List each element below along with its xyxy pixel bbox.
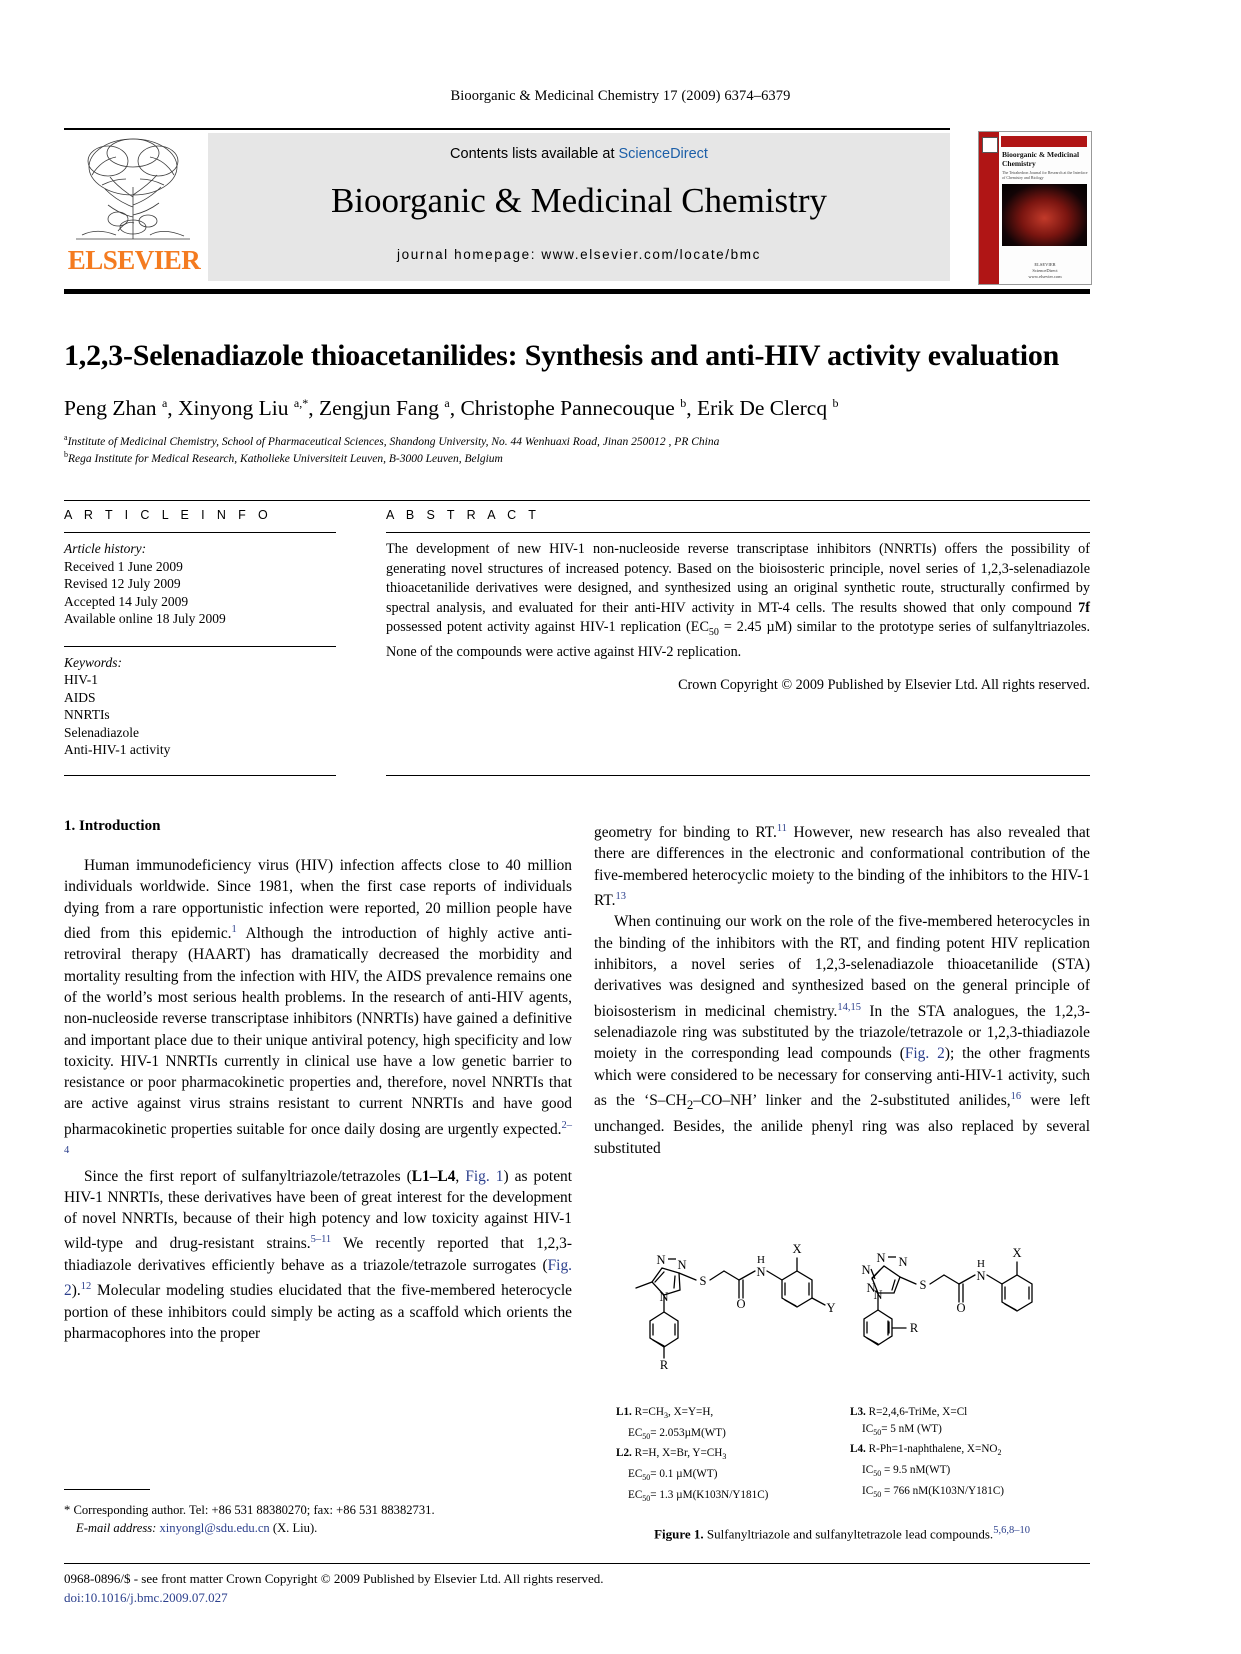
- atom-label-N: N: [898, 1255, 908, 1269]
- paragraph: geometry for binding to RT.$^{11}$ However, new research has also revealed that there are differences in the electronic and conformational contribution of the five-membered heterocyclic moiety to the binding of the inhibitors to the HIV-1 RT.$^{13}$: [594, 823, 1090, 910]
- legend-column-right: [850, 1404, 1062, 1508]
- page-title: 1,2,3-Selenadiazole thioacetanilides: Synthesis and anti-HIV activity evaluation: [64, 339, 1060, 372]
- masthead-bottom-rule: [64, 289, 1090, 294]
- affiliation-b: $^b$Rega Institute for Medical Research, Katholieke Universiteit Leuven, B-3000 Leuven, Belgium: [64, 450, 503, 465]
- atom-label-O: O: [956, 1301, 966, 1315]
- author-list: Peng Zhan $^a$, Xinyong Liu $^{a,*}$, Zengjun Fang $^a$, Christophe Pannecouque $^b$, Erik De Clercq $^b$: [64, 396, 839, 421]
- atom-label-H: H: [757, 1254, 765, 1266]
- history-item: Available online 18 July 2009: [64, 611, 226, 626]
- keyword-item: Anti-HIV-1 activity: [64, 742, 171, 757]
- atom-label-X: X: [792, 1242, 802, 1256]
- running-head: Bioorganic & Medicinal Chemistry 17 (2009) 6374–6379: [450, 88, 791, 104]
- figure-caption-label: Figure 1.: [654, 1526, 704, 1541]
- history-item: Accepted 14 July 2009: [64, 593, 189, 609]
- figure-caption: [594, 1522, 1090, 1542]
- legend-line: $EC_{50}= 0.1$ µM(WT): [628, 1468, 718, 1483]
- atom-label-S: S: [699, 1274, 707, 1288]
- email-label: E-mail address:: [76, 1520, 157, 1535]
- affiliation-a-text: Institute of Medicinal Chemistry, School of Pharmaceutical Sciences, Shandong University, No. 44 Wenhuaxi Road, Jinan 250012 , PR China: [67, 435, 720, 448]
- keyword-item: AIDS: [64, 689, 96, 705]
- atom-label-R: R: [659, 1358, 669, 1372]
- elsevier-wordmark: ELSEVIER: [67, 245, 201, 275]
- cover-title: Bioorganic & Medicinal Chemistry: [1002, 150, 1080, 168]
- contents-prefix: Contents lists available at: [450, 146, 619, 162]
- sciencedirect-link[interactable]: ScienceDirect: [618, 146, 708, 162]
- footnote-line-contact: * Corresponding author. Tel: +86 531 88380270; fax: +86 531 88382731.: [64, 1503, 435, 1517]
- legend-line: $EC_{50}= 1.3$ µM(K103N/Y181C): [628, 1488, 769, 1504]
- article-info-heading: A R T I C L E I N F O: [64, 508, 273, 522]
- footnote-line-email: [64, 1520, 572, 1538]
- atom-label-N: N: [861, 1263, 871, 1277]
- info-top-rule: [64, 500, 1090, 501]
- journal-band: [208, 133, 950, 281]
- atom-label-N: N: [976, 1269, 986, 1283]
- legend-line: [850, 1404, 1062, 1421]
- legend-line: [850, 1441, 1062, 1462]
- keywords-block: [64, 654, 336, 759]
- footnote-rule: [64, 1489, 150, 1490]
- legend-text: R-Ph=1-naphthalene, $X=NO_2$: [865, 1443, 1002, 1458]
- elsevier-tree-icon: [72, 135, 194, 245]
- figure-legend: [594, 1404, 1090, 1508]
- atom-label-R: R: [909, 1321, 919, 1335]
- email-link[interactable]: xinyongl@sdu.edu.cn: [156, 1520, 270, 1535]
- cover-top-bar: [1001, 136, 1087, 147]
- chemical-structures-figure: [622, 1222, 1062, 1402]
- cover-left-band: [979, 132, 999, 284]
- footer-rule: [64, 1563, 1090, 1564]
- doi-line[interactable]: doi:10.1016/j.bmc.2009.07.027: [64, 1590, 228, 1605]
- cover-artwork: [1002, 184, 1087, 246]
- history-item: Received 1 June 2009: [64, 558, 183, 574]
- abstract-copyright: Crown Copyright © 2009 Published by Elsevier Ltd. All rights reserved.: [678, 677, 1090, 694]
- legend-text: R=2,4,6-TriMe, X=Cl: [865, 1406, 968, 1418]
- atom-label-N: N: [656, 1253, 666, 1267]
- article-history: [64, 540, 336, 628]
- cover-footer-url: www.elsevier.com: [1028, 274, 1062, 279]
- legend-line: $IC_{50} = 9.5$ nM(WT): [862, 1463, 951, 1479]
- keyword-item: HIV-1: [64, 672, 99, 687]
- abstract-bottom-rule: [386, 775, 1090, 776]
- cover-corner-square-icon: [982, 137, 998, 153]
- abstract-rule: [386, 532, 1090, 533]
- abstract-text: The development of new HIV-1 non-nucleoside reverse transcriptase inhibitors (NNRTIs) offers the possibility of generating novel structures of increased potency. Based on the bioisosteric principle, novel series of 1,2,3-selenadiazole thioacetanilide derivatives were designed, and synthesized using an original synthetic route, structurally confirmed by spectral analysis, and evaluated for their anti-HIV activity in MT-4 cells. The results showed that only compound 7f possessed potent activity against HIV-1 replication ($EC_{50} = 2.45$ µM) similar to the prototype series of sulfanyltriazoles. None of the compounds were active against HIV-2 replication.: [386, 541, 1091, 660]
- legend-text: $R=CH_3$, X=Y=H,: [631, 1406, 714, 1421]
- info-bottom-rule: [64, 775, 336, 776]
- elsevier-logo: [64, 133, 204, 281]
- paragraph: When continuing our work on the role of the five-membered heterocycles in the binding of the inhibitors with the RT, and finding potent HIV replication inhibitors, a novel series of 1,2,3-selenadiazole thioacetanilide (STA) derivatives was designed and synthesized based on the general principle of bioisosterism in medicinal chemistry.$^{14,15}$ In the STA analogues, the 1,2,3-selenadiazole ring was substituted by the triazole/tetrazole or 1,2,3-thiadiazole moiety in the corresponding lead compounds (Fig. 2); the other fragments which were considered to be necessary for conserving anti-HIV-1 activity, such as the ‘$S-CH_2-CO-NH$’ linker and the 2-substituted anilides,$^{16}$ were left unchanged. Besides, the anilide phenyl ring was also replaced by several substituted: [594, 913, 1090, 1157]
- atom-label-N: N: [866, 1281, 876, 1295]
- body-column-left: [64, 818, 572, 1344]
- atom-label-N: N: [873, 1288, 883, 1302]
- cover-footer-platform: ScienceDirect: [1032, 268, 1058, 273]
- legend-line: [616, 1404, 828, 1425]
- journal-cover-thumbnail: [978, 131, 1092, 285]
- cover-footer: [1002, 262, 1088, 280]
- atom-label-Y: Y: [826, 1301, 836, 1315]
- keyword-item: NNRTIs: [64, 707, 110, 722]
- atom-label-N: N: [659, 1290, 669, 1304]
- affiliation-a: $^a$Institute of Medicinal Chemistry, School of Pharmaceutical Sciences, Shandong University, No. 44 Wenhuaxi Road, Jinan 250012 , PR China: [64, 433, 720, 448]
- contents-available-line: [208, 146, 950, 162]
- legend-column-left: [616, 1404, 828, 1508]
- paragraph: Since the first report of sulfanyltriazole/tetrazoles (L1–L4, Fig. 1) as potent HIV-1 NNRTIs, these derivatives have been of great interest for the development of novel NNRTIs, because of their high potency and low toxicity against HIV-1 wild-type and drug-resistant strains.$^{5-11}$ We recently reported that 1,2,3-thiadiazole derivatives efficiently behave as a triazole/tetrazole surrogates (Fig. 2).$^{12}$ Molecular modeling studies elucidated that the five-membered heterocycle portion of these inhibitors could simply be acting as a scaffold which orients the pharmacophores into the proper: [64, 1167, 573, 1342]
- abstract-heading: A B S T R A C T: [386, 508, 541, 522]
- article-history-label: Article history:: [64, 541, 147, 556]
- legend-line: $IC_{50}= 5$ nM (WT): [862, 1422, 942, 1437]
- issn-copyright-line: 0968-0896/$ - see front matter Crown Copyright © 2009 Published by Elsevier Ltd. All rights reserved.: [64, 1571, 604, 1586]
- email-suffix: (X. Liu).: [269, 1520, 318, 1535]
- atom-label-X: X: [1012, 1246, 1022, 1260]
- figure-caption-reference: 5,6,8–10: [993, 1524, 1030, 1536]
- abstract-block: [386, 508, 1090, 696]
- cover-subtitle: The Tetrahedron Journal for Research at the Interface of Chemistry and Biology: [1002, 170, 1088, 180]
- legend-label: L2.: [616, 1447, 632, 1460]
- paragraph: Human immunodeficiency virus (HIV) infection affects close to 40 million individuals worldwide. Since 1981, when the first case reports of individuals dying from a rare opportunistic infection were reported, 20 million people have died from this epidemic.$^1$ Although the introduction of highly active anti-retroviral therapy (HAART) has dramatically decreased the morbidity and mortality resulting from the infection with HIV, the AIDS prevalence remains one of the world’s most serious health problems. In the research of anti-HIV agents, non-nucleoside reverse transcriptase inhibitors (NNRTIs) have gained a definitive and important place due to their unique antiviral potency, high specificity and low toxicity. HIV-1 NNRTIs currently in clinical use have a low genetic barrier to resistance or poor pharmacokinetic properties and, therefore, novel NNRTIs that are active against virus strains resistant to current NNRTIs and have good pharmacokinetic properties suitable for once daily dosing are urgently expected.$^{2-4}$: [64, 857, 572, 1157]
- legend-label: L3.: [850, 1406, 866, 1418]
- legend-text: R=H, X=Br, $Y=CH_3$: [631, 1447, 727, 1462]
- legend-line: [616, 1445, 828, 1466]
- keywords-rule: [64, 646, 336, 647]
- atom-label-N: N: [876, 1251, 886, 1265]
- history-item: Revised 12 July 2009: [64, 576, 181, 591]
- corresponding-author-footnote: [64, 1502, 572, 1537]
- body-column-right: [594, 818, 1090, 1159]
- cover-footer-publisher: ELSEVIER: [1034, 262, 1056, 267]
- legend-line: $IC_{50} = 766$ nM(K103N/Y181C): [862, 1484, 1005, 1499]
- journal-homepage[interactable]: journal homepage: www.elsevier.com/locate/bmc: [397, 247, 761, 262]
- article-info-rule: [64, 532, 336, 533]
- atom-label-N: N: [756, 1265, 766, 1279]
- keyword-item: Selenadiazole: [64, 724, 139, 740]
- legend-label: L4.: [850, 1443, 866, 1456]
- keywords-label: Keywords:: [64, 654, 122, 670]
- atom-label-O: O: [736, 1297, 746, 1311]
- masthead-top-rule: [64, 128, 950, 130]
- figure-caption-text: Sulfanyltriazole and sulfanyltetrazole lead compounds.: [703, 1526, 994, 1541]
- atom-label-H: H: [977, 1258, 985, 1270]
- legend-line: $EC_{50}= 2.053\mu M(WT)$: [628, 1426, 726, 1441]
- info-spacer: [64, 628, 336, 646]
- figure-1: [594, 1222, 1090, 1542]
- journal-title: Bioorganic & Medicinal Chemistry: [330, 181, 828, 220]
- atom-label-N: N: [677, 1258, 687, 1272]
- legend-label: L1.: [616, 1406, 632, 1418]
- atom-label-S: S: [919, 1278, 927, 1292]
- article-info-block: [64, 508, 336, 759]
- journal-masthead: [64, 133, 950, 281]
- section-heading-introduction: 1. Introduction: [64, 818, 161, 834]
- affiliation-b-text: Rega Institute for Medical Research, Katholieke Universiteit Leuven, B-3000 Leuven, Belgium: [68, 452, 503, 465]
